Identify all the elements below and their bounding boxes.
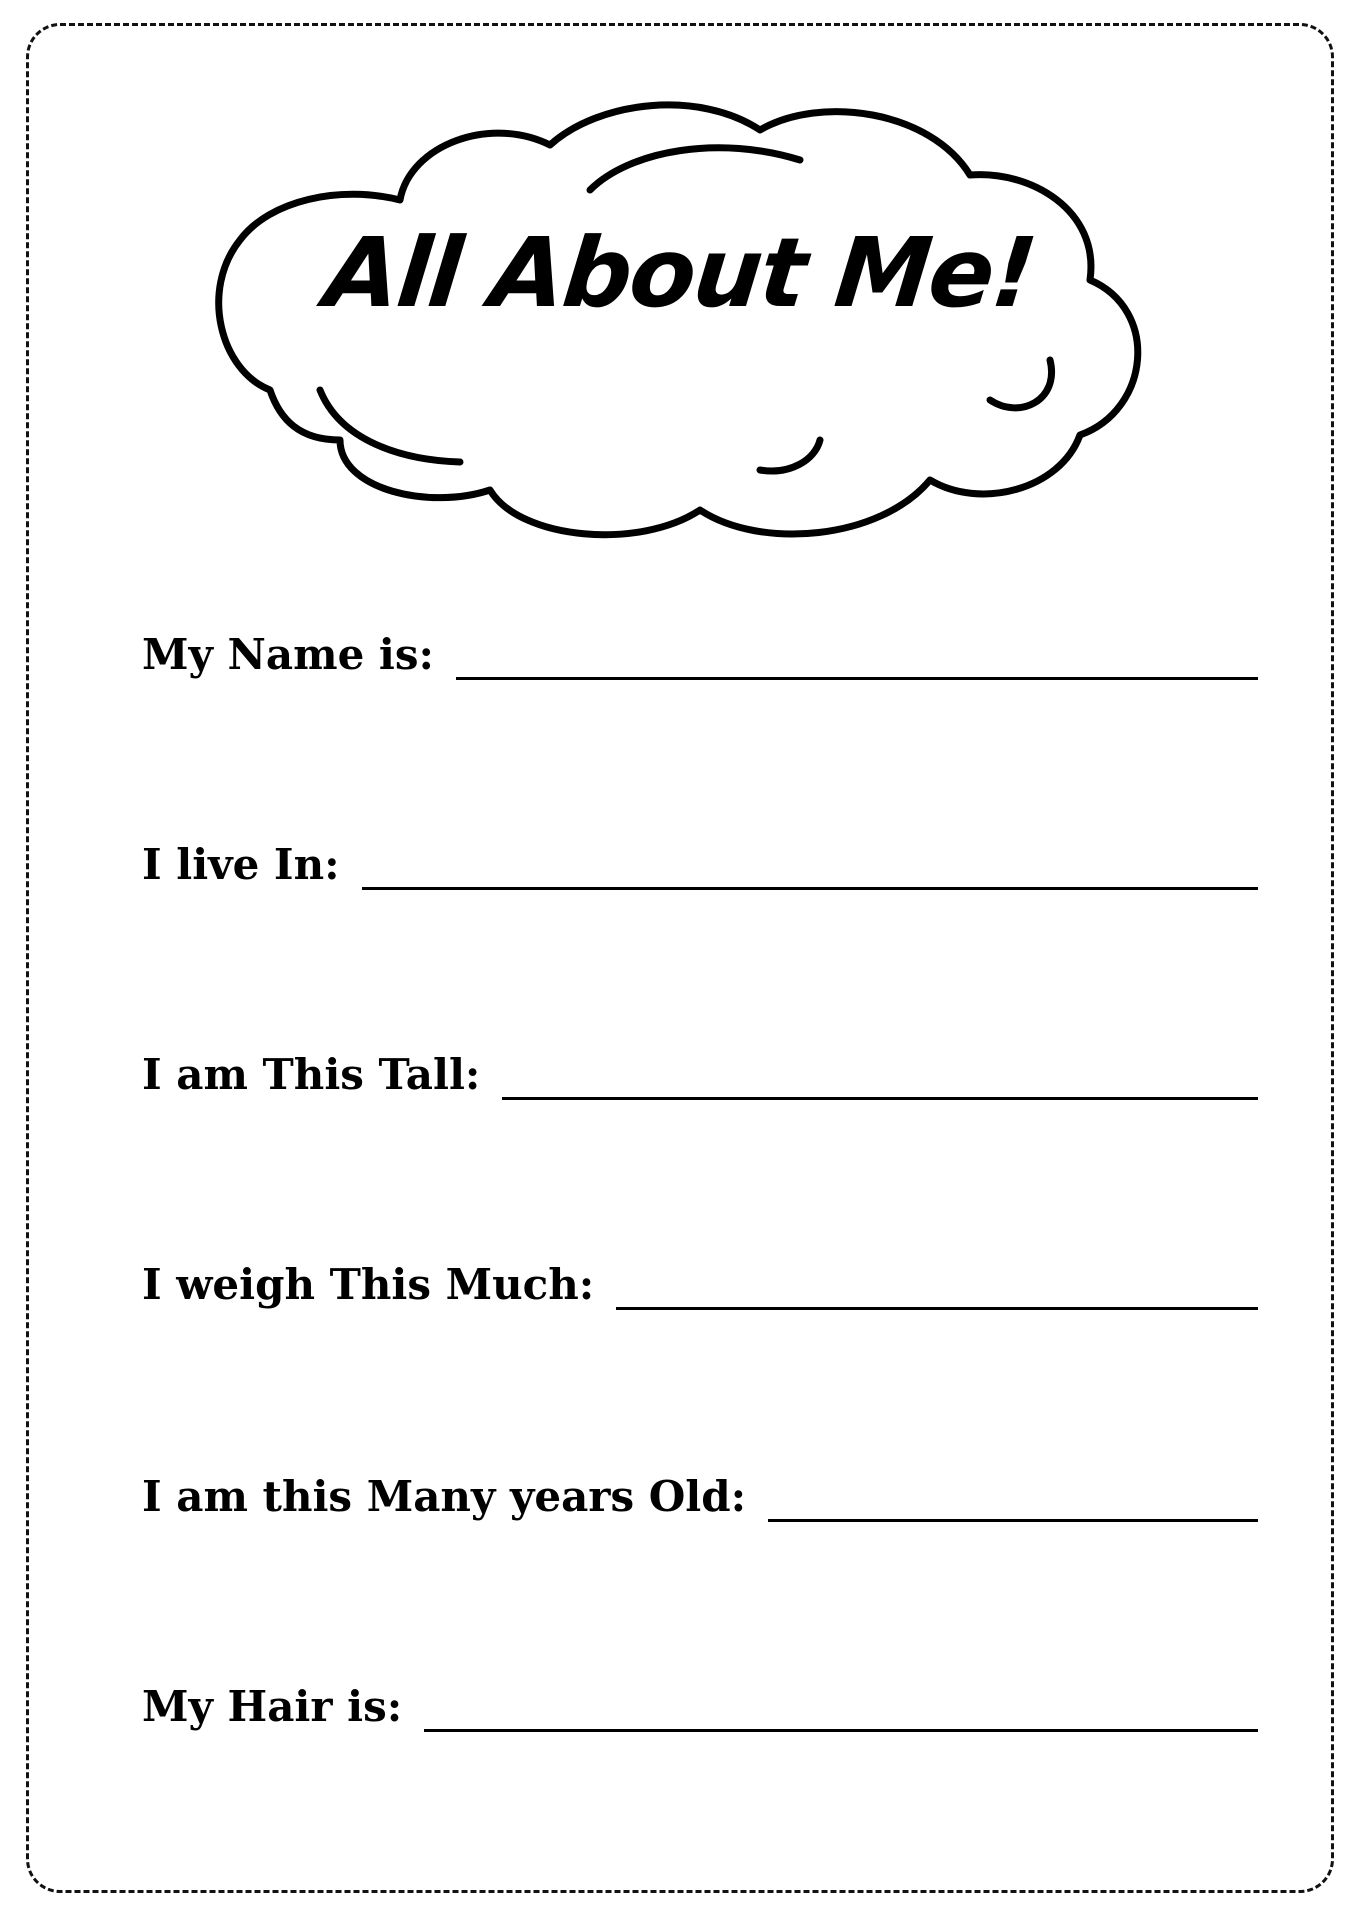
height-row xyxy=(142,1040,1258,1100)
height-label: I am This Tall: xyxy=(142,1050,481,1099)
weight-answer-line[interactable] xyxy=(616,1307,1258,1310)
name-row xyxy=(142,620,1258,680)
age-label: I am this Many years Old: xyxy=(142,1472,747,1521)
weight-label: I weigh This Much: xyxy=(142,1260,595,1309)
weight-row xyxy=(142,1250,1258,1310)
age-answer-line[interactable] xyxy=(768,1519,1258,1522)
location-answer-line[interactable] xyxy=(362,887,1258,890)
hair-row xyxy=(142,1672,1258,1732)
location-label: I live In: xyxy=(142,840,340,889)
name-answer-line[interactable] xyxy=(456,677,1258,680)
name-label: My Name is: xyxy=(142,630,435,679)
worksheet-title: All About Me! xyxy=(319,217,1041,329)
hair-label: My Hair is: xyxy=(142,1682,403,1731)
hair-answer-line[interactable] xyxy=(424,1729,1258,1732)
age-row xyxy=(142,1462,1258,1522)
location-row xyxy=(142,830,1258,890)
height-answer-line[interactable] xyxy=(502,1097,1258,1100)
